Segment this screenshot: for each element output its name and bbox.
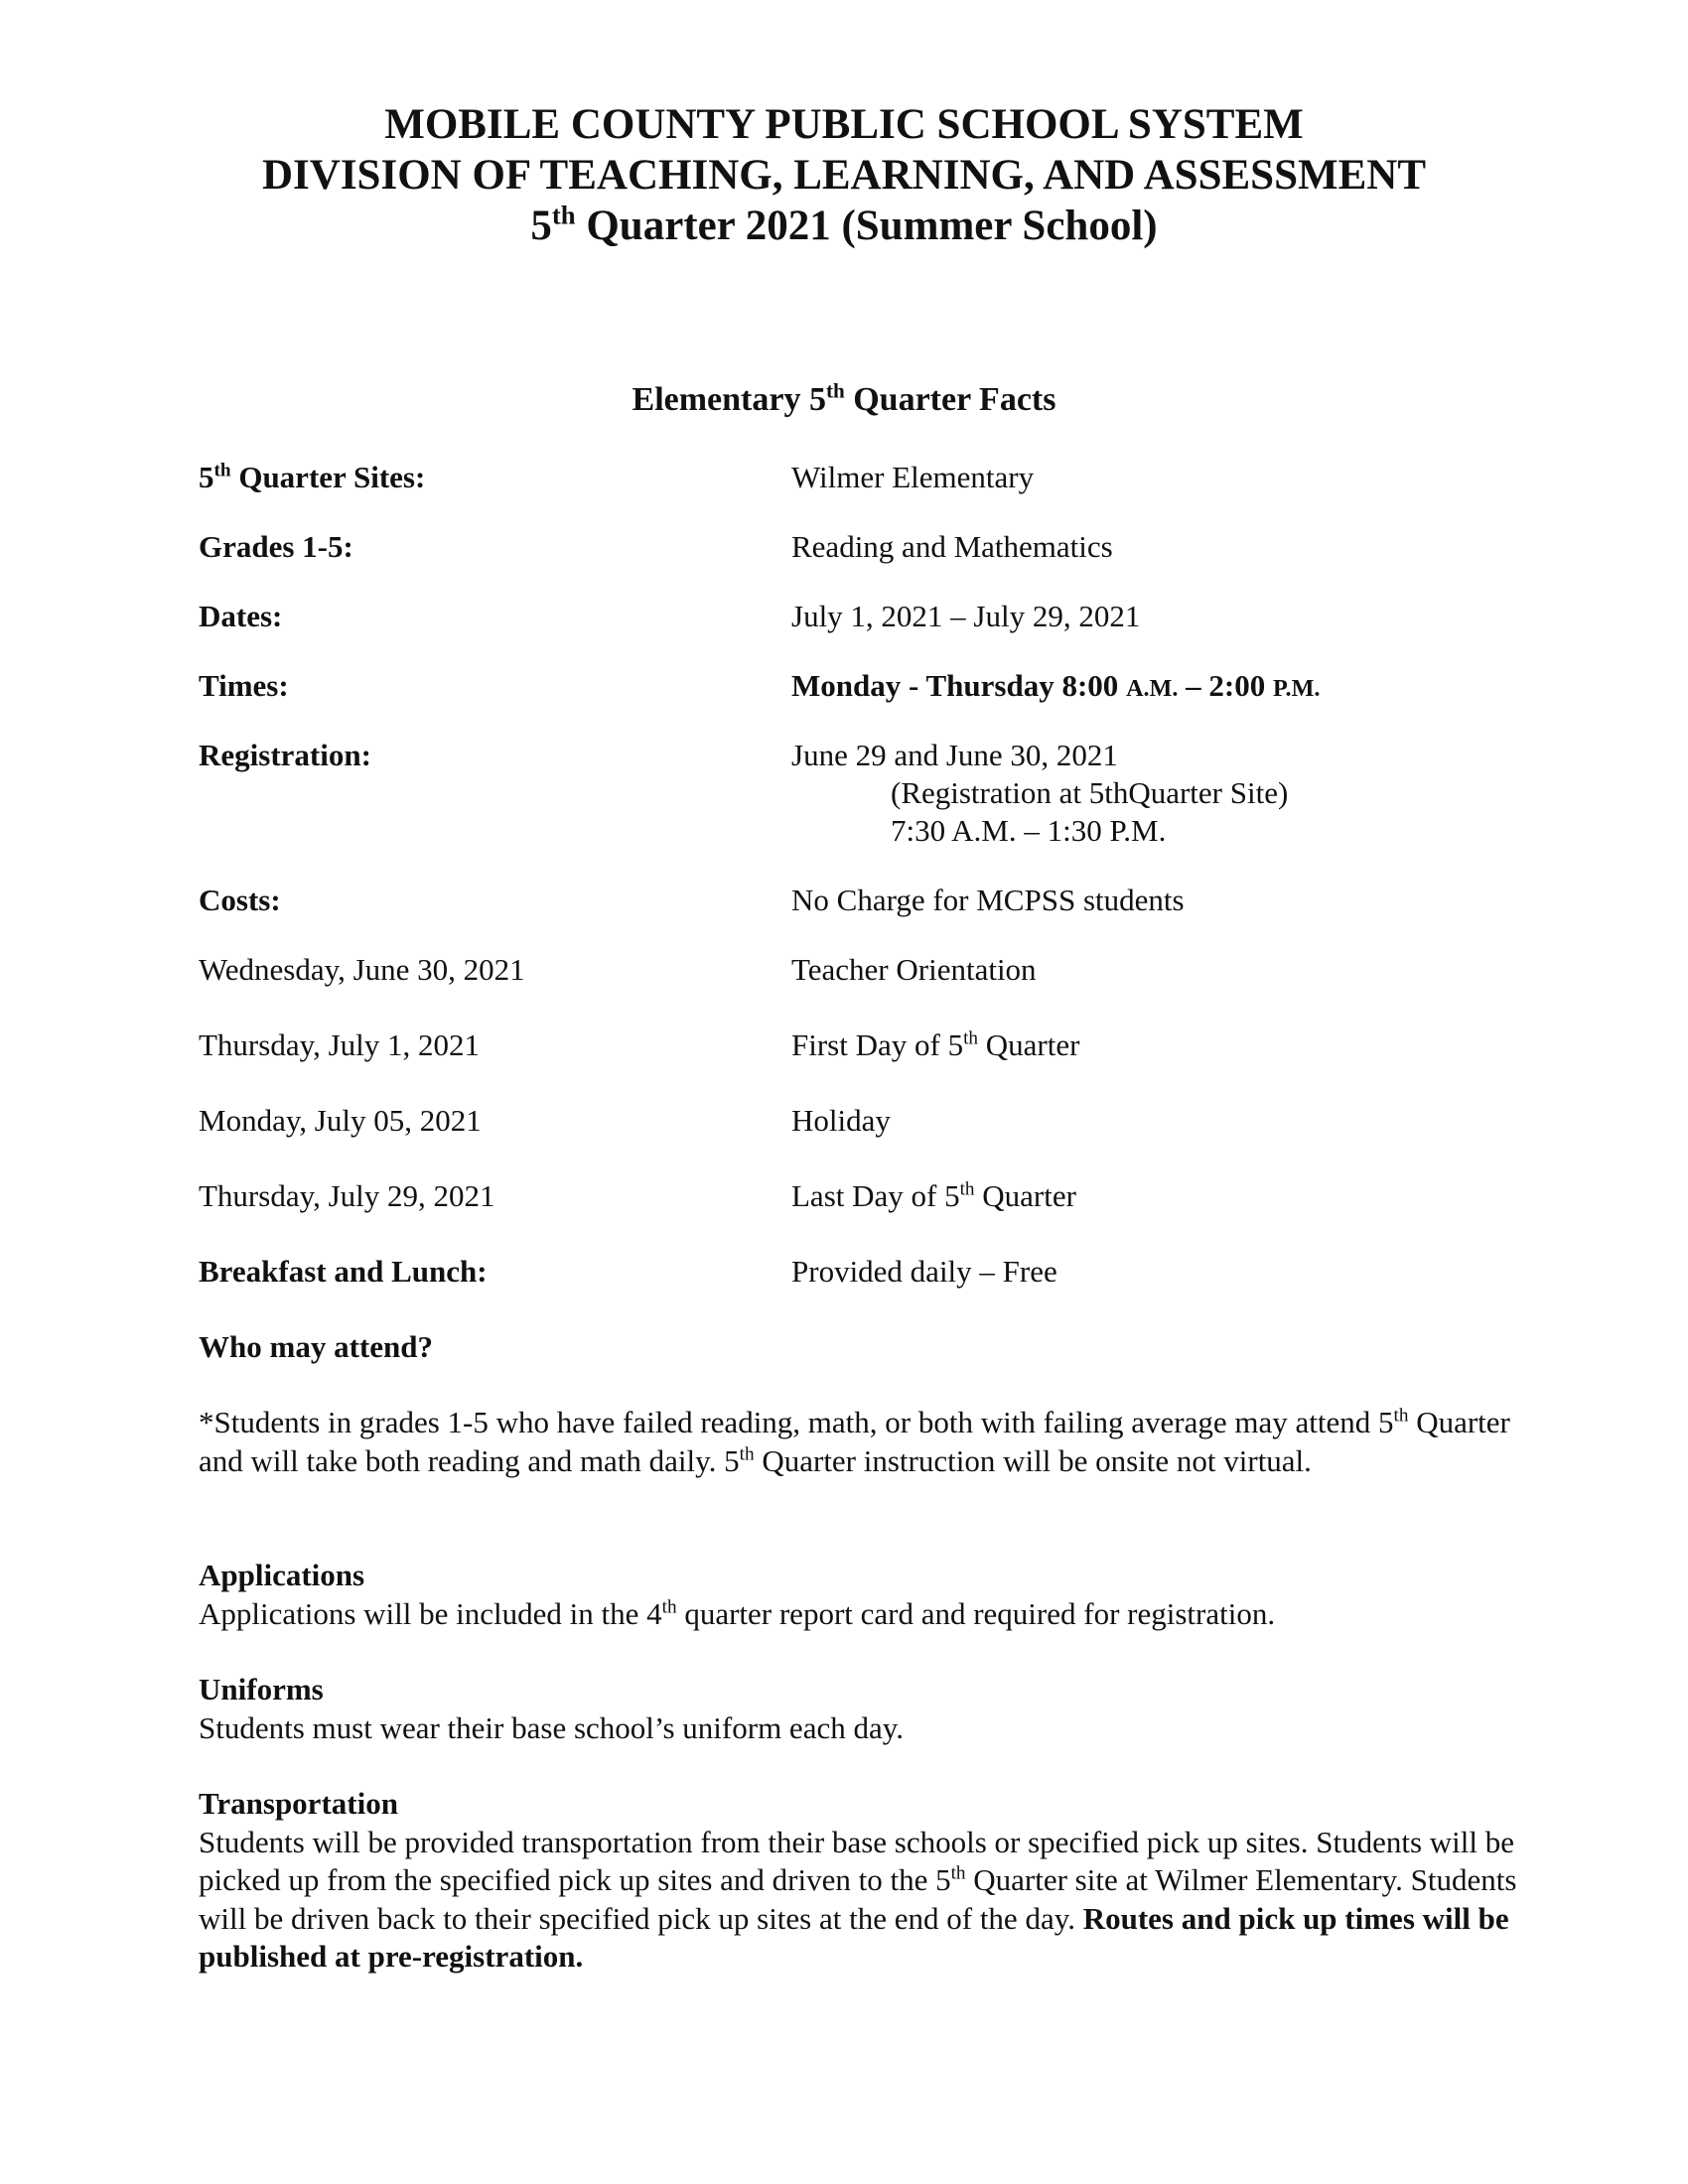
schedule-event: Teacher Orientation <box>791 952 1037 987</box>
fact-label: Registration: <box>199 738 371 772</box>
applications-heading: Applications <box>199 1558 365 1592</box>
fact-label: Grades 1-5: <box>199 529 353 564</box>
schedule-date: Thursday, July 29, 2021 <box>199 1178 495 1213</box>
schedule-event: First Day of 5th Quarter <box>791 1027 1080 1062</box>
schedule-date: Monday, July 05, 2021 <box>199 1103 482 1138</box>
schedule-date: Wednesday, June 30, 2021 <box>199 952 525 987</box>
schedule-date: Thursday, July 1, 2021 <box>199 1027 480 1062</box>
fact-label: Times: <box>199 668 289 703</box>
uniforms-heading: Uniforms <box>199 1672 324 1706</box>
header-line-2: DIVISION OF TEACHING, LEARNING, AND ASSESSMENT <box>261 152 1427 199</box>
header-line-1: MOBILE COUNTY PUBLIC SCHOOL SYSTEM <box>384 101 1304 148</box>
header-line-3: 5th Quarter 2021 (Summer School) <box>530 200 1158 249</box>
attend-paragraph: *Students in grades 1-5 who have failed reading, math, or both with failing average may attend 5th Quarter and will take both reading and math daily. 5th Quarter instruction will be onsite not virtual. <box>199 1405 1510 1478</box>
section-title: Elementary 5th Quarter Facts <box>632 378 1056 418</box>
fact-label: Breakfast and Lunch: <box>199 1254 488 1289</box>
fact-label: 5th Quarter Sites: <box>199 460 426 494</box>
uniforms-text: Students must wear their base school’s uniform each day. <box>199 1709 904 1745</box>
document-header <box>0 99 1688 251</box>
transportation-section <box>199 1785 1519 1977</box>
fact-value: Wilmer Elementary <box>791 460 1035 494</box>
fact-value: Provided daily – Free <box>791 1254 1057 1289</box>
fact-value: Reading and Mathematics <box>791 529 1113 564</box>
transportation-text: Students will be provided transportation from their base schools or specified pick up sites. Students will be picked up from the specified pick up sites and driven to the 5th Quarter site at Wilmer Elementary. Students will be driven back to their specified pick up sites at the end of the day. Routes and pick up times will be published at pre-registration. <box>199 1824 1517 1974</box>
applications-text: Applications will be included in the 4th quarter report card and required for registration. <box>199 1595 1276 1631</box>
fact-value: No Charge for MCPSS students <box>791 883 1185 917</box>
fact-label: Dates: <box>199 599 283 633</box>
schedule-event: Last Day of 5th Quarter <box>791 1178 1076 1213</box>
attend-heading: Who may attend? <box>199 1329 433 1364</box>
fact-label: Costs: <box>199 883 281 917</box>
fact-value: June 29 and June 30, 2021 (Registration at 5thQuarter Site) 7:30 A.M. – 1:30 P.M. <box>791 738 1289 848</box>
fact-value: July 1, 2021 – July 29, 2021 <box>791 599 1141 633</box>
fact-value: Monday - Thursday 8:00 A.M. – 2:00 P.M. <box>791 668 1321 703</box>
transportation-heading: Transportation <box>199 1786 398 1821</box>
schedule-event: Holiday <box>791 1103 891 1138</box>
uniforms-section <box>199 1671 1519 1747</box>
applications-section <box>199 1557 1519 1633</box>
